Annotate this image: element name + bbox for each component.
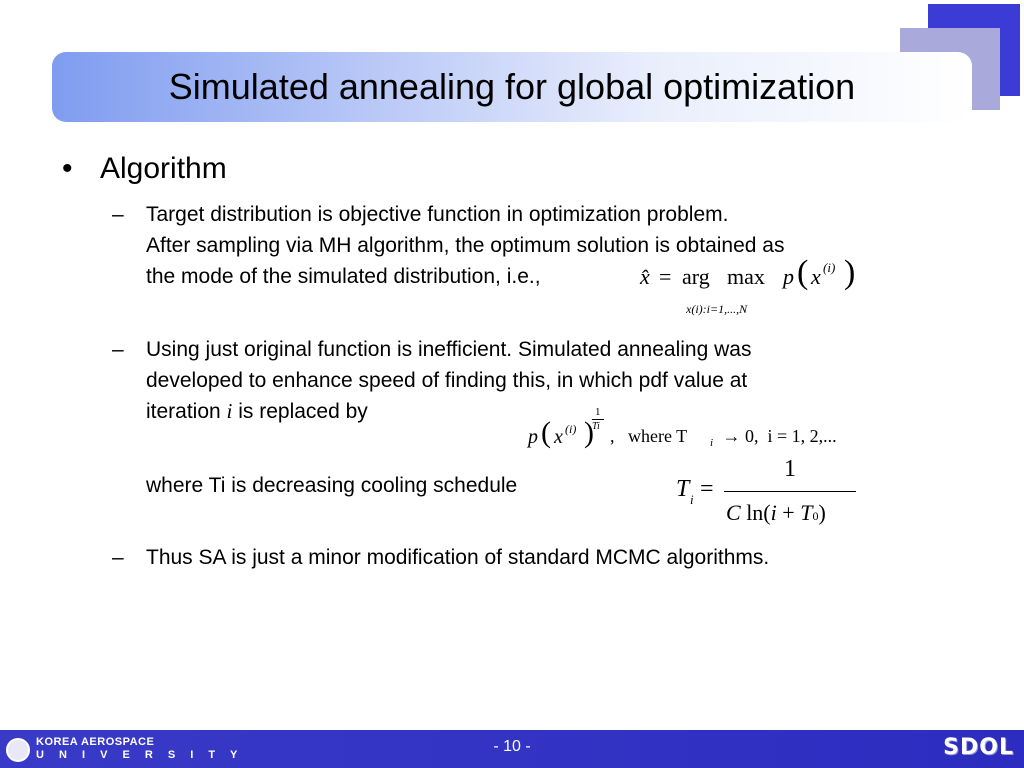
- subitem-line: After sampling via MH algorithm, the optimum solution is obtained as: [146, 234, 785, 257]
- formula-where: , where T: [610, 426, 688, 446]
- subitem-text: [146, 542, 769, 573]
- page-number: - 10 -: [493, 738, 531, 755]
- formula-superscript: (i): [823, 260, 836, 275]
- formula-i: i: [770, 500, 777, 525]
- formula-p: p: [783, 264, 794, 289]
- formula-den-close: ): [818, 500, 826, 525]
- subitem-line: Using just original function is inefficient. Simulated annealing was: [146, 338, 752, 361]
- subitem-dash: –: [112, 546, 124, 569]
- line-suffix: is replaced by: [232, 400, 368, 423]
- subitem-line: Target distribution is objective function in optimization problem.: [146, 203, 729, 226]
- university-line1: KOREA AEROSPACE: [36, 736, 155, 748]
- formula-p: p: [528, 426, 538, 448]
- formula-rparen: ): [844, 254, 856, 291]
- formula-den-sub: 0: [812, 509, 819, 523]
- bullet-algorithm: [62, 152, 227, 186]
- formula-superscript: (i): [565, 422, 577, 436]
- cooling-schedule-text: where Ti is decreasing cooling schedule: [146, 474, 518, 497]
- formula-arrow: → 0, i = 1, 2,...: [718, 426, 837, 446]
- formula-lparen: (: [797, 254, 809, 291]
- formula-replacement: [528, 404, 878, 460]
- university-name: [36, 736, 243, 762]
- formula-T-sub: i: [690, 492, 694, 507]
- formula-rparen: ): [584, 416, 594, 449]
- formula-x: x: [554, 426, 563, 448]
- subitem-line: developed to enhance speed of finding this, in which pdf value at: [146, 369, 748, 392]
- subitem-line: the mode of the simulated distribution, i.e.,: [146, 265, 541, 288]
- formula-equals: =: [659, 264, 672, 289]
- formula-T0: T: [800, 500, 813, 525]
- bullet-label: Algorithm: [100, 152, 227, 185]
- formula-x: x: [811, 264, 821, 289]
- formula-cooling-schedule: [672, 456, 872, 540]
- formula-xhat: x̂: [640, 264, 650, 289]
- bullet-dot: •: [62, 152, 73, 185]
- subitem-dash: –: [112, 338, 124, 361]
- formula-lparen: (: [541, 416, 551, 449]
- formula-max: max: [727, 264, 765, 289]
- formula-subscript: x(i):i=1,...,N: [686, 302, 748, 316]
- subitem-line: Thus SA is just a minor modification of standard MCMC algorithms.: [146, 546, 770, 569]
- formula-argmax: [640, 254, 870, 324]
- formula-equals: =: [700, 476, 714, 502]
- title-banner: [52, 52, 972, 122]
- subitem-dash: –: [112, 203, 124, 226]
- formula-where-sub: i: [710, 437, 714, 449]
- line-prefix: iteration: [146, 400, 227, 423]
- slide-title: Simulated annealing for global optimization: [168, 66, 856, 107]
- footer-bar: [0, 730, 1024, 768]
- university-line2: U N I V E R S I T Y: [36, 749, 244, 761]
- lab-logo: SDOL: [943, 735, 1014, 760]
- formula-exp-denominator: Ti: [592, 421, 600, 432]
- formula-denominator: C ln(i + T0): [726, 500, 826, 525]
- formula-fraction-bar: [724, 491, 856, 492]
- formula-exp-bar: [592, 419, 604, 420]
- formula-arg: arg: [682, 264, 710, 289]
- formula-numerator: 1: [784, 456, 796, 482]
- formula-T: T: [676, 476, 690, 502]
- formula-C: C: [726, 500, 741, 525]
- iteration-var: i: [226, 399, 233, 423]
- university-emblem-icon: [6, 738, 30, 762]
- formula-exp-numerator: 1: [595, 406, 601, 418]
